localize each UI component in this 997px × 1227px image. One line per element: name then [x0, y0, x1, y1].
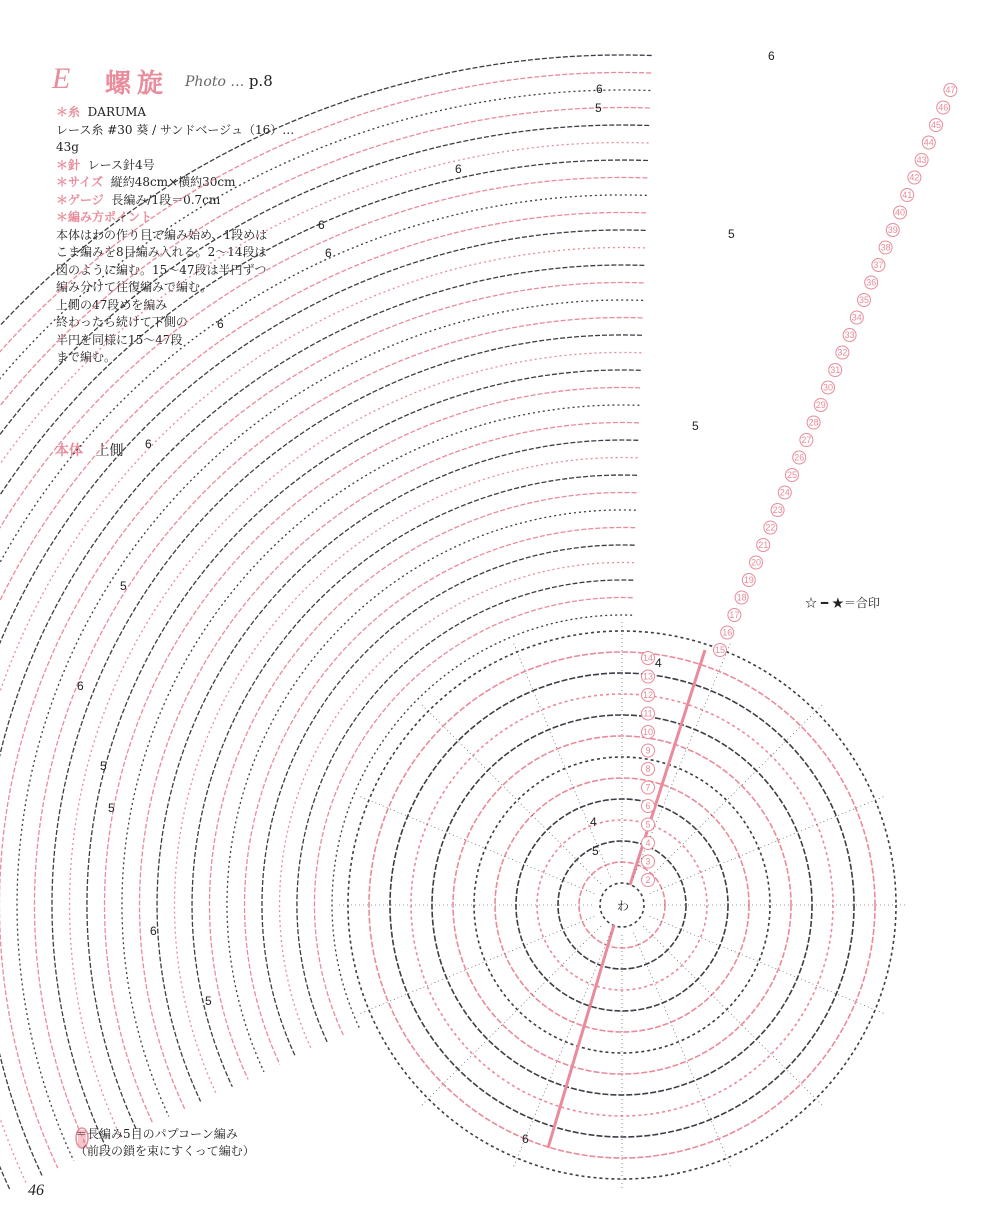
gauge-value: 長編み/1段＝0.7cm — [111, 192, 221, 207]
stitch-spoke — [421, 926, 601, 1106]
row-marker: 5 — [592, 844, 599, 858]
row-label — [642, 707, 655, 720]
section-sub: 上側 — [95, 443, 124, 459]
gauge-label: ＊ゲージ — [56, 192, 104, 207]
row-marker: 6 — [325, 246, 332, 260]
row-label — [642, 763, 655, 776]
row-label — [735, 591, 748, 604]
row-label — [872, 259, 885, 272]
row-label-text: 6 — [645, 801, 651, 811]
size-label: ＊サイズ — [56, 175, 104, 189]
row-label-text: 15 — [714, 645, 726, 655]
row-label — [814, 399, 827, 412]
stitch-spoke — [650, 796, 886, 894]
row-label-text: 7 — [645, 782, 651, 793]
row-marker: 6 — [596, 82, 603, 96]
yarn-brand: DARUMA — [87, 105, 147, 119]
row-label-text: 41 — [902, 190, 913, 200]
row-label-text: 2 — [645, 875, 651, 885]
row-label-text: 47 — [945, 85, 956, 95]
points-line: まで編む。 — [56, 350, 117, 364]
points-label: ＊編み方ポイント — [56, 210, 153, 224]
row-label-text: 43 — [916, 155, 927, 165]
row-label — [829, 364, 842, 377]
points-line: 終わったら続けて下側の — [56, 315, 188, 329]
legend-popcorn — [75, 1126, 255, 1160]
row-label-text: 35 — [858, 295, 870, 305]
row-marker: 6 — [768, 49, 775, 63]
upper-fan-row — [262, 545, 635, 1057]
row-marker: 5 — [205, 994, 212, 1008]
row-label-text: 17 — [729, 610, 740, 620]
row-label-text: 4 — [645, 838, 651, 848]
row-label-text: 18 — [736, 592, 747, 603]
row-label — [793, 451, 806, 464]
row-label — [642, 744, 655, 757]
row-label-text: 44 — [923, 137, 934, 148]
row-marker: 5 — [108, 801, 115, 815]
upper-fan-row — [34, 318, 642, 1154]
stitch-spoke — [359, 796, 595, 894]
row-label — [742, 574, 755, 587]
row-label — [915, 154, 928, 167]
points-line: 本体はわの作り目で編み始め、1段めは — [56, 227, 268, 242]
upper-fan-row — [87, 370, 641, 1131]
upper-fan-row — [0, 125, 649, 1227]
row-label-text: 30 — [822, 382, 834, 393]
row-label — [930, 119, 943, 132]
chart-row-labels — [642, 84, 957, 887]
row-marker: 6 — [522, 1132, 529, 1146]
row-label-text: 37 — [873, 260, 884, 270]
chart-fan — [0, 55, 652, 1227]
row-label — [922, 136, 935, 149]
row-marker: 5 — [100, 759, 107, 773]
row-label-text: 19 — [743, 575, 754, 585]
row-label-text: 9 — [645, 745, 651, 756]
row-label-text: 28 — [808, 417, 819, 428]
row-label-text: 23 — [772, 505, 783, 515]
row-label — [642, 818, 655, 831]
row-label — [858, 294, 871, 307]
row-label — [944, 84, 957, 97]
row-label — [850, 311, 863, 324]
row-marker: 6 — [217, 317, 224, 331]
row-label-text: 21 — [758, 540, 769, 550]
row-label-text: 24 — [779, 487, 790, 498]
pattern-letter: E — [52, 62, 71, 95]
row-label — [843, 329, 856, 342]
row-label — [865, 276, 878, 289]
row-label — [642, 781, 655, 794]
row-label-text: 33 — [844, 330, 855, 340]
row-label — [771, 504, 784, 517]
row-label-text: 10 — [642, 727, 654, 737]
row-marker: 5 — [728, 227, 735, 241]
row-label — [642, 837, 655, 850]
pattern-title: 螺旋 — [105, 69, 170, 99]
hook-label: ＊針 — [56, 157, 81, 172]
row-marker: 6 — [150, 924, 157, 938]
stitch-spoke — [513, 642, 611, 878]
row-label-text: 36 — [866, 277, 877, 288]
row-label — [786, 469, 799, 482]
row-label-text: 11 — [643, 708, 653, 719]
upper-fan-row — [52, 335, 642, 1146]
stitch-spoke — [421, 704, 601, 884]
points-line: こま編みを8目編み入れる。2〜14段は — [56, 245, 267, 259]
size-value: 縦約48cm×横約30cm — [110, 175, 236, 189]
row-label-text: 14 — [642, 653, 654, 663]
row-label-text: 5 — [645, 819, 651, 830]
row-label — [764, 521, 777, 534]
stitch-spoke — [643, 926, 823, 1106]
upper-fan-row — [0, 248, 645, 1183]
row-label-text: 34 — [851, 312, 862, 323]
row-label-text: 38 — [880, 242, 891, 253]
row-label — [714, 644, 727, 657]
row-label — [894, 206, 907, 219]
upper-fan-row — [157, 440, 638, 1101]
points-line: 上側の47段めを編み — [56, 297, 168, 312]
row-label — [901, 189, 914, 202]
upper-fan-row — [280, 562, 634, 1049]
yarn-label: ＊糸 — [56, 105, 81, 119]
row-label — [728, 609, 741, 622]
row-marker: 6 — [145, 437, 152, 451]
row-label — [908, 171, 921, 184]
row-label-text: 46 — [938, 102, 949, 113]
row-label-text: 29 — [815, 400, 826, 410]
row-label — [886, 224, 899, 237]
section-main: 本体 — [55, 443, 83, 459]
row-label — [879, 241, 892, 254]
row-label — [800, 434, 813, 447]
row-label-text: 39 — [887, 225, 898, 235]
upper-fan-row — [0, 230, 646, 1190]
row-label-text: 8 — [645, 764, 651, 774]
row-label-text: 27 — [801, 435, 812, 445]
row-label-text: 40 — [894, 207, 906, 218]
hook-value: レース針4号 — [87, 157, 155, 172]
upper-fan-row — [227, 510, 636, 1072]
row-marker: 5 — [595, 101, 602, 115]
row-label-text: 31 — [830, 365, 841, 375]
row-label-text: 3 — [645, 856, 651, 867]
photo-page: p.8 — [248, 72, 273, 90]
row-label-text: 12 — [642, 690, 654, 700]
row-label — [836, 346, 849, 359]
legend-joining-mark: ☆ ━ ★＝合印 — [805, 596, 880, 610]
points-line: 図のように編む。15〜47段は半円ずつ — [56, 262, 267, 277]
legend-popcorn-line1: ＝長編み5目のパプコーン編み — [75, 1127, 238, 1141]
row-marker: 4 — [655, 656, 662, 670]
row-label-text: 25 — [786, 470, 798, 480]
row-label — [822, 381, 835, 394]
row-label-text: 16 — [722, 627, 733, 638]
upper-fan-row — [70, 352, 642, 1138]
row-label-text: 20 — [750, 557, 762, 568]
row-label — [807, 416, 820, 429]
row-label — [642, 800, 655, 813]
row-label — [642, 670, 655, 683]
row-label-text: 42 — [909, 172, 920, 183]
page-number: 46 — [28, 1182, 44, 1199]
points-line: 半円を同様に15〜47段 — [56, 332, 183, 347]
row-label-text: 32 — [837, 347, 848, 358]
upper-fan-row — [122, 405, 639, 1116]
row-marker: 4 — [590, 815, 597, 829]
upper-fan-row — [0, 192, 647, 1205]
stitch-spoke — [643, 704, 823, 884]
legend-popcorn-line2: （前段の鎖を束にすくって編む） — [75, 1144, 255, 1158]
row-label — [721, 626, 734, 639]
center-ring-label: わ — [617, 899, 630, 913]
photo-label: Photo — [185, 74, 226, 90]
row-label-text: 26 — [794, 452, 805, 463]
row-label — [642, 726, 655, 739]
row-label — [642, 652, 655, 665]
row-label — [778, 486, 791, 499]
row-label-text: 45 — [930, 120, 942, 130]
upper-fan-row — [0, 283, 644, 1169]
row-marker: 6 — [318, 218, 325, 232]
row-label-text: 13 — [642, 671, 654, 682]
row-label — [642, 855, 655, 868]
row-marker: 6 — [455, 162, 462, 176]
row-marker: 6 — [77, 679, 84, 693]
row-label-text: 22 — [765, 522, 776, 533]
photo-separator: … — [230, 74, 245, 90]
row-label — [757, 539, 770, 552]
row-marker: 5 — [120, 579, 127, 593]
row-label — [750, 556, 763, 569]
row-label — [642, 689, 655, 702]
points-line: 編み分けて往復編みで編む。 — [56, 280, 213, 294]
row-label — [642, 874, 655, 887]
upper-fan-row — [0, 157, 651, 1220]
row-marker: 5 — [692, 419, 699, 433]
yarn-detail: レース糸 #30 葵 / サンドベージュ（16）…43g — [56, 122, 295, 154]
row-label — [937, 101, 950, 114]
